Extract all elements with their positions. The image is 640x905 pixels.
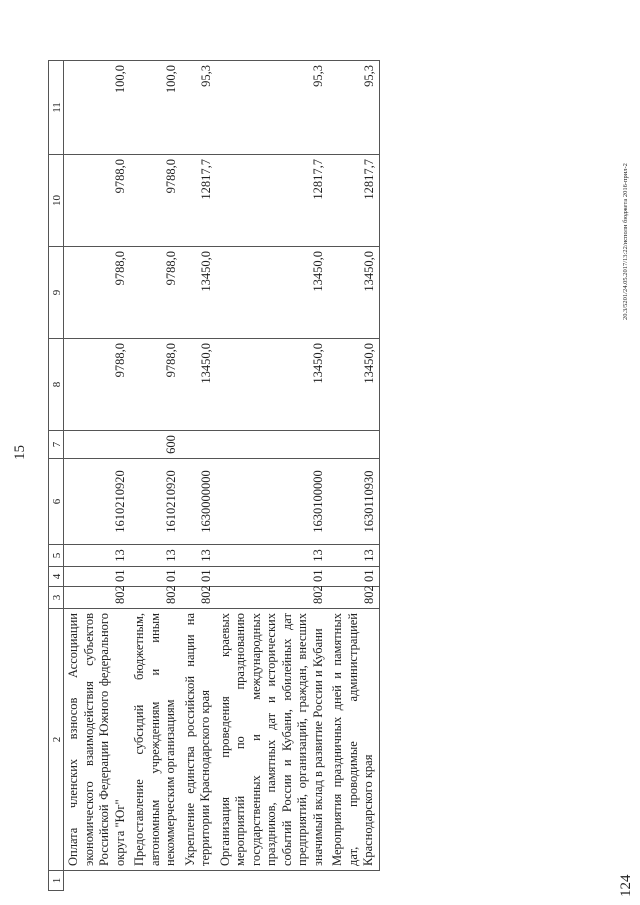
percent-cell: 100,0 <box>64 61 131 155</box>
ministry-code-cell: 802 <box>328 587 379 609</box>
header-cell: 11 <box>49 61 64 155</box>
row-number-cell <box>328 871 379 891</box>
row-number-cell <box>130 871 181 891</box>
description-cell: Мероприятия праздничных дней и памятных дат, проводимые администрацией Краснодарского края <box>328 609 379 871</box>
sheet-number: 124 <box>618 874 634 897</box>
header-cell: 6 <box>49 459 64 545</box>
header-cell: 9 <box>49 247 64 339</box>
ministry-code-cell: 802 <box>130 587 181 609</box>
header-cell: 7 <box>49 431 64 459</box>
percent-cell: 95,3 <box>328 61 379 155</box>
expense-type-cell <box>64 431 131 459</box>
row-number-cell <box>216 871 329 891</box>
ministry-code-cell: 802 <box>216 587 329 609</box>
description-cell: Укрепление единства российской нации на территории Краснодарского края <box>181 609 216 871</box>
section-code-cell: 01 <box>216 567 329 587</box>
value-cell: 13450,0 <box>328 339 379 431</box>
value-cell: 9788,0 <box>130 339 181 431</box>
value-cell: 13450,0 <box>216 339 329 431</box>
section-code-cell: 01 <box>130 567 181 587</box>
expense-type-cell <box>216 431 329 459</box>
table-row <box>130 61 181 891</box>
table-row <box>216 61 329 891</box>
header-cell: 8 <box>49 339 64 431</box>
value-cell: 12817,7 <box>216 155 329 247</box>
expense-type-cell <box>328 431 379 459</box>
target-article-cell: 1610210920 <box>130 459 181 545</box>
header-cell: 1 <box>49 871 64 891</box>
subsection-code-cell: 13 <box>328 545 379 567</box>
ministry-code-cell: 802 <box>181 587 216 609</box>
header-cell: 10 <box>49 155 64 247</box>
header-cell: 4 <box>49 567 64 587</box>
ministry-code-cell: 802 <box>64 587 131 609</box>
row-number-cell <box>64 871 131 891</box>
percent-cell: 95,3 <box>216 61 329 155</box>
value-cell: 12817,7 <box>181 155 216 247</box>
footer-note: 20.3/5201/24.05.2017/13:22/исполн бюджета 2016-прил-2 <box>622 163 629 320</box>
description-cell: Организация проведения краевых мероприятий по празднованию государственных и международных праздников, памятных дат и исторических событий России и Кубани, юбилейных дат предприятий, организаций, граждан, внесших значимый вклад в развитие России и Кубани <box>216 609 329 871</box>
subsection-code-cell: 13 <box>216 545 329 567</box>
expense-type-cell: 600 <box>130 431 181 459</box>
table-row <box>181 61 216 891</box>
value-cell: 9788,0 <box>130 247 181 339</box>
header-row <box>49 61 64 891</box>
value-cell: 12817,7 <box>328 155 379 247</box>
subsection-code-cell: 13 <box>130 545 181 567</box>
target-article-cell: 1610210920 <box>64 459 131 545</box>
page-number: 15 <box>12 445 28 460</box>
description-cell: Оплата членских взносов Ассоциации экономического взаимодействия субъектов Российской Федерации Южного федерального округа "Юг" <box>64 609 131 871</box>
header-cell: 5 <box>49 545 64 567</box>
value-cell: 9788,0 <box>64 155 131 247</box>
percent-cell: 100,0 <box>130 61 181 155</box>
percent-cell: 95,3 <box>181 61 216 155</box>
section-code-cell: 01 <box>64 567 131 587</box>
value-cell: 13450,0 <box>216 247 329 339</box>
value-cell: 13450,0 <box>181 339 216 431</box>
value-cell: 13450,0 <box>181 247 216 339</box>
target-article-cell: 1630000000 <box>181 459 216 545</box>
value-cell: 9788,0 <box>64 247 131 339</box>
value-cell: 9788,0 <box>130 155 181 247</box>
row-number-cell <box>181 871 216 891</box>
target-article-cell: 1630100000 <box>216 459 329 545</box>
value-cell: 9788,0 <box>64 339 131 431</box>
header-cell: 3 <box>49 587 64 609</box>
section-code-cell: 01 <box>328 567 379 587</box>
budget-table <box>48 60 380 891</box>
table-row <box>64 61 131 891</box>
description-cell: Предоставление субсидий бюджетным, автономным учреждениям и иным некоммерческим организациям <box>130 609 181 871</box>
header-cell: 2 <box>49 609 64 871</box>
target-article-cell: 1630110930 <box>328 459 379 545</box>
section-code-cell: 01 <box>181 567 216 587</box>
expense-type-cell <box>181 431 216 459</box>
subsection-code-cell: 13 <box>64 545 131 567</box>
value-cell: 13450,0 <box>328 247 379 339</box>
table-row <box>328 61 379 891</box>
subsection-code-cell: 13 <box>181 545 216 567</box>
